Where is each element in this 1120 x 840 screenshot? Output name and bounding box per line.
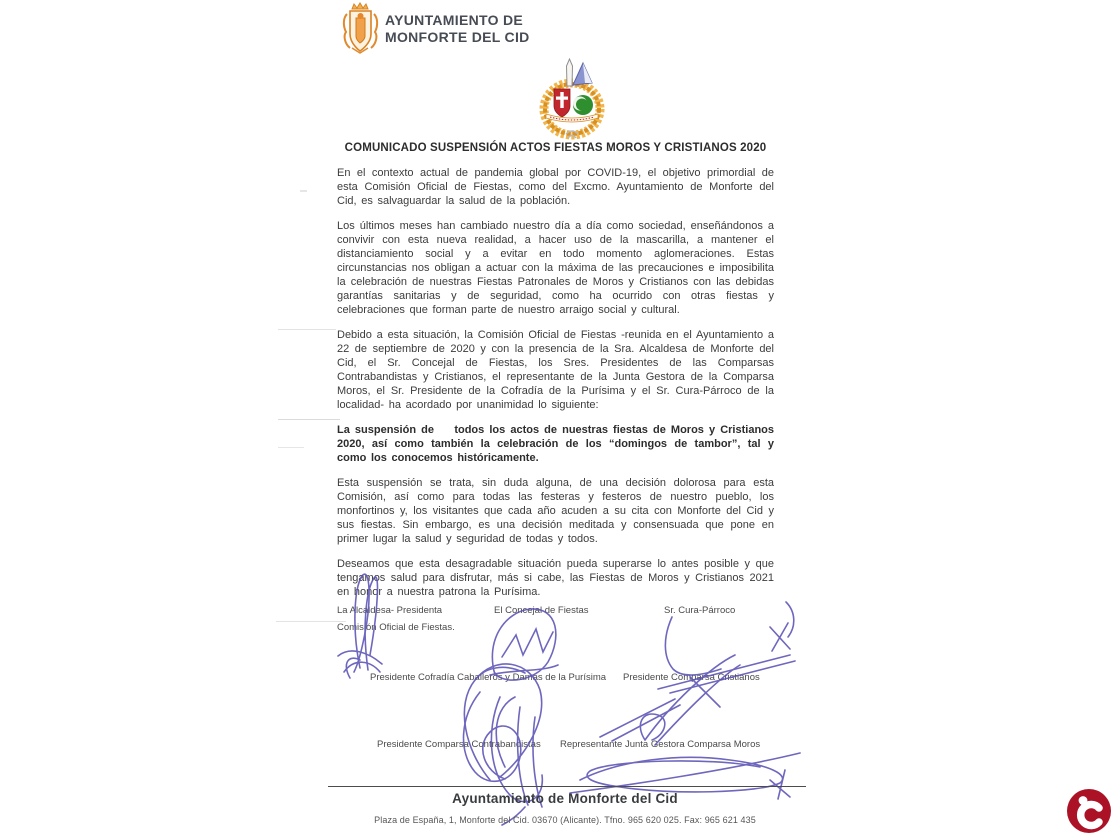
ic-watermark-icon (966, 688, 1112, 834)
signature-label-cura-parroco: Sr. Cura-Párroco (664, 605, 736, 616)
town-crest-icon (342, 2, 379, 54)
org-name (385, 12, 530, 46)
paragraph-painful-decision: Esta suspensión se trata, sin duda alguna, de una decisión dolorosa para esta Comisión, así como para todas las festeras y festeros de nuestro pueblo, los monfortinos y, los visitantes que cada año acuden a su cita con Monforte del Cid y sus fiestas. Sin embargo, es una decisión meditada y consensuada que pone en primer lugar la salud y seguridad de todas y todos. (337, 477, 774, 545)
signature-label-cofradia: Presidente Cofradía Caballeros y Damas de la Purísima (370, 672, 607, 683)
footer-address: Plaza de España, 1, Monforte del Cid. 03670 (Alicante). Tfno. 965 620 025. Fax: 965 621 435 (374, 815, 756, 825)
scan-artifact-line (278, 419, 340, 420)
signature-scribble-cristianos (640, 655, 740, 745)
document-body (337, 142, 774, 610)
document-scan (290, 0, 840, 840)
footer-org-name: Ayuntamiento de Monforte del Cid (452, 791, 678, 806)
paragraph-wishes-2021: Deseamos que esta desagradable situación pueda superarse lo antes posible y que tengamos salud para disfrutar, más si cabe, las Fiestas de Moros y Cristianos 2021 en honor a nuestra patrona la Purísima. (337, 558, 774, 598)
signature-label-moros: Representante Junta Gestora Comparsa Moros (560, 739, 761, 750)
signature-scribble-concejal (490, 609, 558, 680)
scan-artifact-line (278, 447, 304, 448)
paragraph-meeting: Debido a esta situación, la Comisión Oficial de Fiestas -reunida en el Ayuntamiento a 22 de septiembre de 2020 y con la presencia de la Sra. Alcaldesa de Monforte del Cid, el Sr. Concejal de Fiestas, los Sres. Presidentes de las Comparsas Contrabandistas y Cristianos, el representante de la Junta Gestora de la Comparsa Moros, el Sr. Presidente de la Cofradía de la Purísima y el Sr. Cura-Párroco de la localidad- ha acordado por unanimidad lo siguiente: (337, 329, 774, 411)
fiestas-emblem-icon (533, 56, 611, 144)
signature-label-contrabandistas: Presidente Comparsa Contrabandistas (377, 739, 541, 750)
scan-artifact-line (278, 329, 336, 330)
scan-artifact-speck (300, 190, 307, 192)
watermark-letter: c (966, 688, 967, 689)
signature-label-cristianos: Presidente Comparsa Cristianos (623, 672, 760, 683)
signature-label-alcaldesa: La Alcaldesa- Presidenta (337, 605, 443, 616)
org-name-line2: MONFORTE DEL CID (385, 29, 530, 45)
footer-divider (328, 786, 806, 787)
signature-sublabel-comision: Comisión Oficial de Fiestas. (337, 622, 455, 633)
scan-artifact-line (276, 621, 346, 622)
paragraph-circumstances: Los últimos meses han cambiado nuestro día a día como sociedad, enseñándonos a convivir con esta nueva realidad, a hacer uso de la mascarilla, a mantener el distanciamiento social y a evitar en todo momento aglomeraciones. Estas circunstancias nos obligan a actuar con la máxima de las precauciones e imposibilita la celebración de nuestras Fiestas Patronales de Moros y Cristianos con las debidas garantías sanitarias y de seguridad, como ha ocurrido con otras fiestas y celebraciones que forman parte de nuestro arraigo social y cultural. (337, 220, 774, 316)
signature-label-concejal: El Concejal de Fiestas (494, 605, 589, 616)
paragraph-suspension-decision: La suspensión de todos los actos de nuestras fiestas de Moros y Cristianos 2020, así como también la celebración de los “domingos de tambor”, tal y como los conocemos históricamente. (337, 424, 774, 464)
paragraph-context: En el contexto actual de pandemia global por COVID-19, el objetivo primordial de esta Comisión Oficial de Fiestas, como del Excmo. Ayuntamiento de Monforte del Cid, es salvaguardar la salud de la población. (337, 167, 774, 207)
org-name-line1: AYUNTAMIENTO DE (385, 12, 524, 28)
document-title: COMUNICADO SUSPENSIÓN ACTOS FIESTAS MOROS Y CRISTIANOS 2020 (344, 142, 767, 154)
